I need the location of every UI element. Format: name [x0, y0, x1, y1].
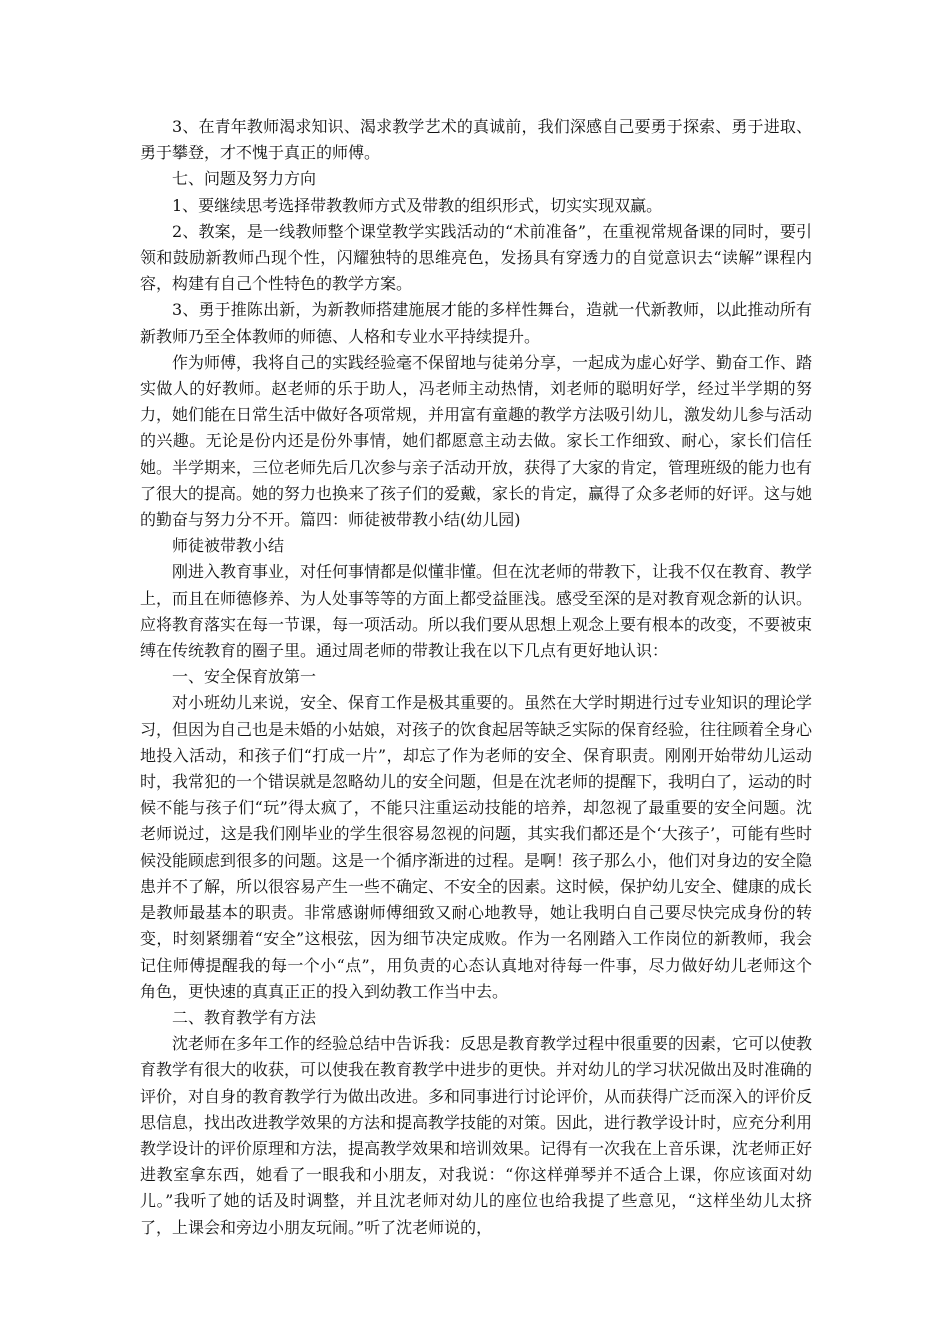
paragraph-problem-3: 3、勇于推陈出新，为新教师搭建施展才能的多样性舞台，造就一代新教师，以此推动所有新教师乃至全体教师的师德、人格和专业水平持续提升。 [140, 300, 812, 346]
section-heading-safety: 一、安全保育放第一 [172, 667, 317, 687]
section-heading-summary: 师徒被带教小结 [172, 536, 285, 556]
paragraph-problem-1: 1、要继续思考选择带教教师方式及带教的组织形式，切实实现双赢。 [172, 195, 663, 215]
paragraph-mentor-growth: 3、在青年教师渴求知识、渴求教学艺术的真诚前，我们深感自己要勇于探索、勇于进取、勇于攀登，才不愧于真正的师傅。 [140, 117, 812, 163]
paragraph-problem-2: 2、教案，是一线教师整个课堂教学实践活动的“术前准备”，在重视常规备课的同时，要引领和鼓励新教师凸现个性，闪耀独特的思维亮色，发扬具有穿透力的自觉意识去“读解”课程内容，构建有自己个性特色的教学方案。 [140, 221, 812, 294]
paragraph-mentor-sharing: 作为师傅，我将自己的实践经验毫不保留地与徒弟分享，一起成为虚心好学、勤奋工作、踏实做人的好教师。赵老师的乐于助人，冯老师主动热情，刘老师的聪明好学，经过半学期的努力，她们能在日常生活中做好各项常规，并用富有童趣的教学方法吸引幼儿，激发幼儿参与活动的兴趣。无论是份内还是份外事情，她们都愿意主动去做。家长工作细致、耐心，家长们信任她。半学期来，三位老师先后几次参与亲子活动开放，获得了大家的肯定，管理班级的能力也有了很大的提高。她的努力也换来了孩子们的爱戴，家长的肯定，赢得了众多老师的好评。这与她的勤奋与努力分不开。篇四：师徒被带教小结(幼儿园) [140, 352, 813, 530]
document-page [140, 114, 812, 1241]
section-heading-problems: 七、问题及努力方向 [172, 169, 317, 189]
paragraph-safety: 对小班幼儿来说，安全、保育工作是极其重要的。虽然在大学时期进行过专业知识的理论学习，但因为自己也是未婚的小姑娘，对孩子的饮食起居等缺乏实际的保育经验，往往顾着全身心地投入活动，和孩子们“打成一片”，却忘了作为老师的安全、保育职责。刚刚开始带幼儿运动时，我常犯的一个错误就是忽略幼儿的安全问题，但是在沈老师的提醒下，我明白了，运动的时候不能与孩子们“玩”得太疯了，不能只注重运动技能的培养，却忽视了最重要的安全问题。沈老师说过，这是我们刚毕业的学生很容易忽视的问题，其实我们都还是个‘大孩子’，可能有些时候没能顾虑到很多的问题。这是一个循序渐进的过程。是啊！孩子那么小，他们对身边的安全隐患并不了解，所以很容易产生一些不确定、不安全的因素。这时候，保护幼儿安全、健康的成长是教师最基本的职责。非常感谢师傅细致又耐心地教导，她让我明白自己要尽快完成身份的转变，时刻紧绷着“安全”这根弦，因为细节决定成败。作为一名刚踏入工作岗位的新教师，我会记住师傅提醒我的每一个小“点”，用负责的心态认真地对待每一件事，尽力做好幼儿老师这个角色，更快速的真真正正的投入到幼教工作当中去。 [140, 693, 813, 1001]
paragraph-teaching: 沈老师在多年工作的经验总结中告诉我：反思是教育教学过程中很重要的因素，它可以使教育教学有很大的收获，可以使我在教育教学中进步的更快。并对幼儿的学习状况做出及时准确的评价，对自身的教育教学行为做出改进。多和同事进行讨论评价，从而获得广泛而深入的评价反思信息，找出改进教学效果的方法和提高教学技能的对策。因此，进行教学设计时，应充分利用教学设计的评价原理和方法，提高教学效果和培训效果。记得有一次我在上音乐课，沈老师正好进教室拿东西，她看了一眼我和小朋友，对我说：“你这样弹琴并不适合上课，你应该面对幼儿。”我听了她的话及时调整，并且沈老师对幼儿的座位也给我提了些意见，“这样坐幼儿太挤了，上课会和旁边小朋友玩闹。”听了沈老师说的， [140, 1034, 813, 1237]
section-heading-teaching: 二、教育教学有方法 [172, 1007, 317, 1027]
paragraph-intro: 刚进入教育事业，对任何事情都是似懂非懂。但在沈老师的带教下，让我不仅在教育、教学上，而且在师德修养、为人处事等等的方面上都受益匪浅。感受至深的是对教育观念新的认识。应将教育落实在每一节课，每一项活动。所以我们要从思想上观念上要有根本的改变，不要被束缚在传统教育的圈子里。通过周老师的带教让我在以下几点有更好地认识： [140, 562, 813, 661]
